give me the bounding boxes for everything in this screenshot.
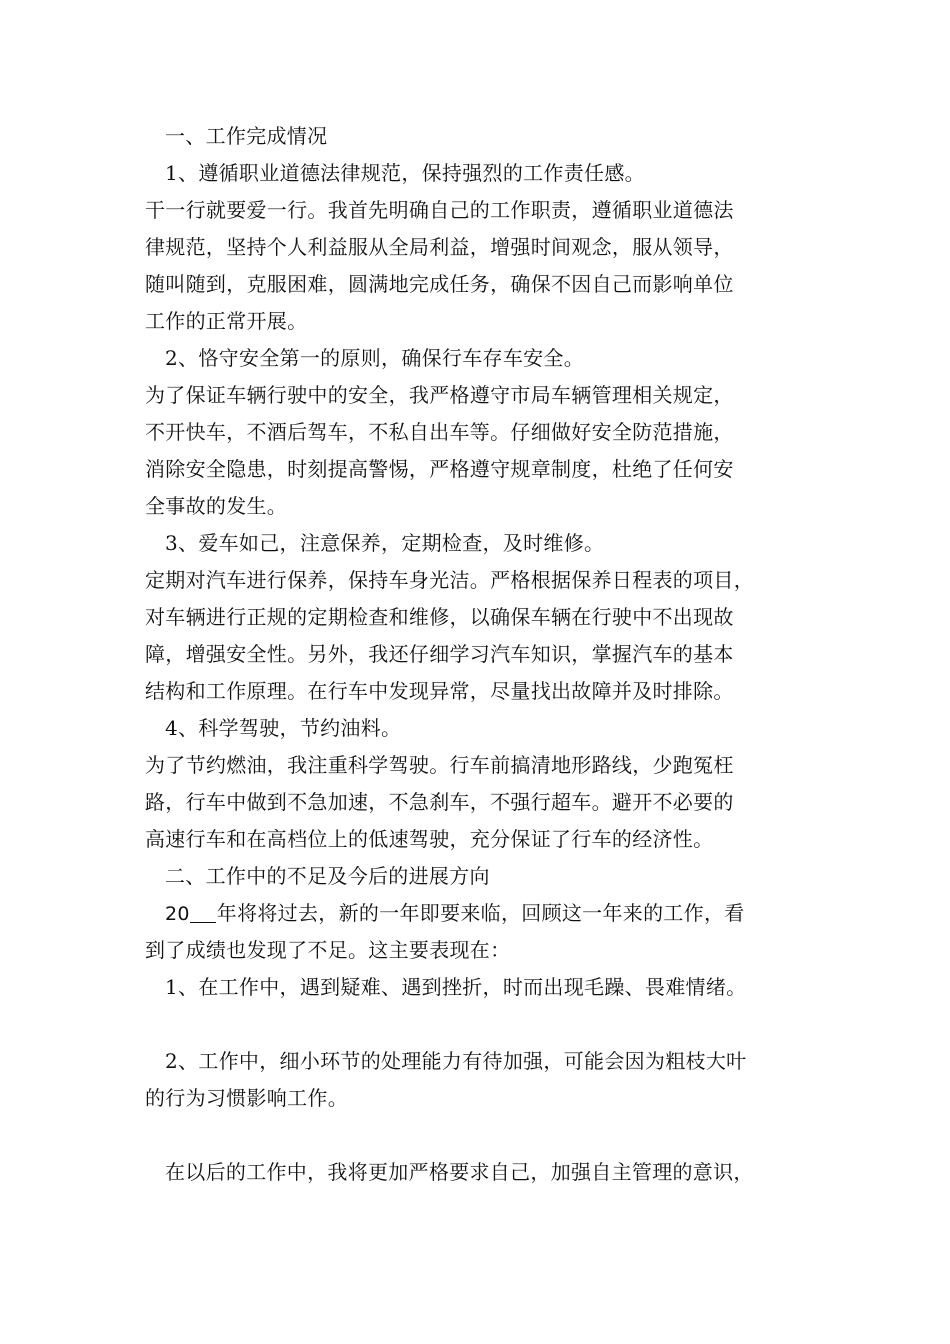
item-3-line-1: 定期对汽车进行保养，保持车身光洁。严格根据保养日程表的项目，: [145, 568, 754, 592]
closing-line: 在以后的工作中，我将更加严格要求自己，加强自主管理的意识，: [165, 1160, 754, 1184]
item-4-line-3: 高速行车和在高档位上的低速驾驶，充分保证了行车的经济性。: [145, 827, 714, 851]
item-2-heading: 2、恪守安全第一的原则，确保行车存车安全。: [165, 346, 585, 370]
item-4-heading: 4、科学驾驶，节约油料。: [165, 716, 402, 740]
section-2-intro-line-1: [145, 895, 835, 932]
shortcoming-1: 1、在工作中，遇到疑难、遇到挫折，时而出现毛躁、畏难情绪。: [165, 975, 747, 999]
shortcoming-2-line-1: 2、工作中，细小环节的处理能力有待加强，可能会因为粗枝大叶: [165, 1049, 747, 1073]
document-body: [145, 118, 835, 1191]
year-prefix: 20: [165, 903, 190, 925]
section-2-intro-line-2: 到了成绩也发现了不足。这主要表现在：: [145, 938, 511, 962]
item-2-line-3: 消除安全隐患，时刻提高警惕，严格遵守规章制度，杜绝了任何安: [145, 457, 734, 481]
paragraph-spacer: [145, 1117, 835, 1154]
item-1-line-3: 随叫随到，克服困难，圆满地完成任务，确保不因自己而影响单位: [145, 272, 734, 296]
item-1-heading: 1、遵循职业道德法律规范，保持强烈的工作责任感。: [165, 161, 645, 185]
intro-text: 年将将过去，新的一年即要来临，回顾这一年来的工作，看: [216, 901, 745, 925]
item-3-line-2: 对车辆进行正规的定期检查和维修，以确保车辆在行驶中不出现故: [145, 605, 734, 629]
item-3-heading: 3、爱车如己，注意保养，定期检查，及时维修。: [165, 531, 605, 555]
item-1-line-4: 工作的正常开展。: [145, 309, 308, 333]
item-4-line-2: 路，行车中做到不急加速，不急刹车，不强行超车。避开不必要的: [145, 790, 734, 814]
section-1-title: 一、工作完成情况: [165, 124, 328, 148]
year-blank-underline: [190, 902, 216, 923]
item-3-line-4: 结构和工作原理。在行车中发现异常，尽量找出故障并及时排除。: [145, 679, 734, 703]
item-3-line-3: 障，增强安全性。另外，我还仔细学习汽车知识，掌握汽车的基本: [145, 642, 734, 666]
item-2-line-1: 为了保证车辆行驶中的安全，我严格遵守市局车辆管理相关规定，: [145, 383, 734, 407]
item-2-line-2: 不开快车，不酒后驾车，不私自出车等。仔细做好安全防范措施，: [145, 420, 734, 444]
item-1-line-2: 律规范，坚持个人利益服从全局利益，增强时间观念，服从领导，: [145, 235, 734, 259]
item-2-line-4: 全事故的发生。: [145, 494, 288, 518]
shortcoming-2-line-2: 的行为习惯影响工作。: [145, 1086, 348, 1110]
paragraph-spacer: [145, 1006, 835, 1043]
item-4-line-1: 为了节约燃油，我注重科学驾驶。行车前搞清地形路线，少跑冤枉: [145, 753, 734, 777]
item-1-line-1: 干一行就要爱一行。我首先明确自己的工作职责，遵循职业道德法: [145, 198, 734, 222]
section-2-title: 二、工作中的不足及今后的进展方向: [165, 864, 490, 888]
